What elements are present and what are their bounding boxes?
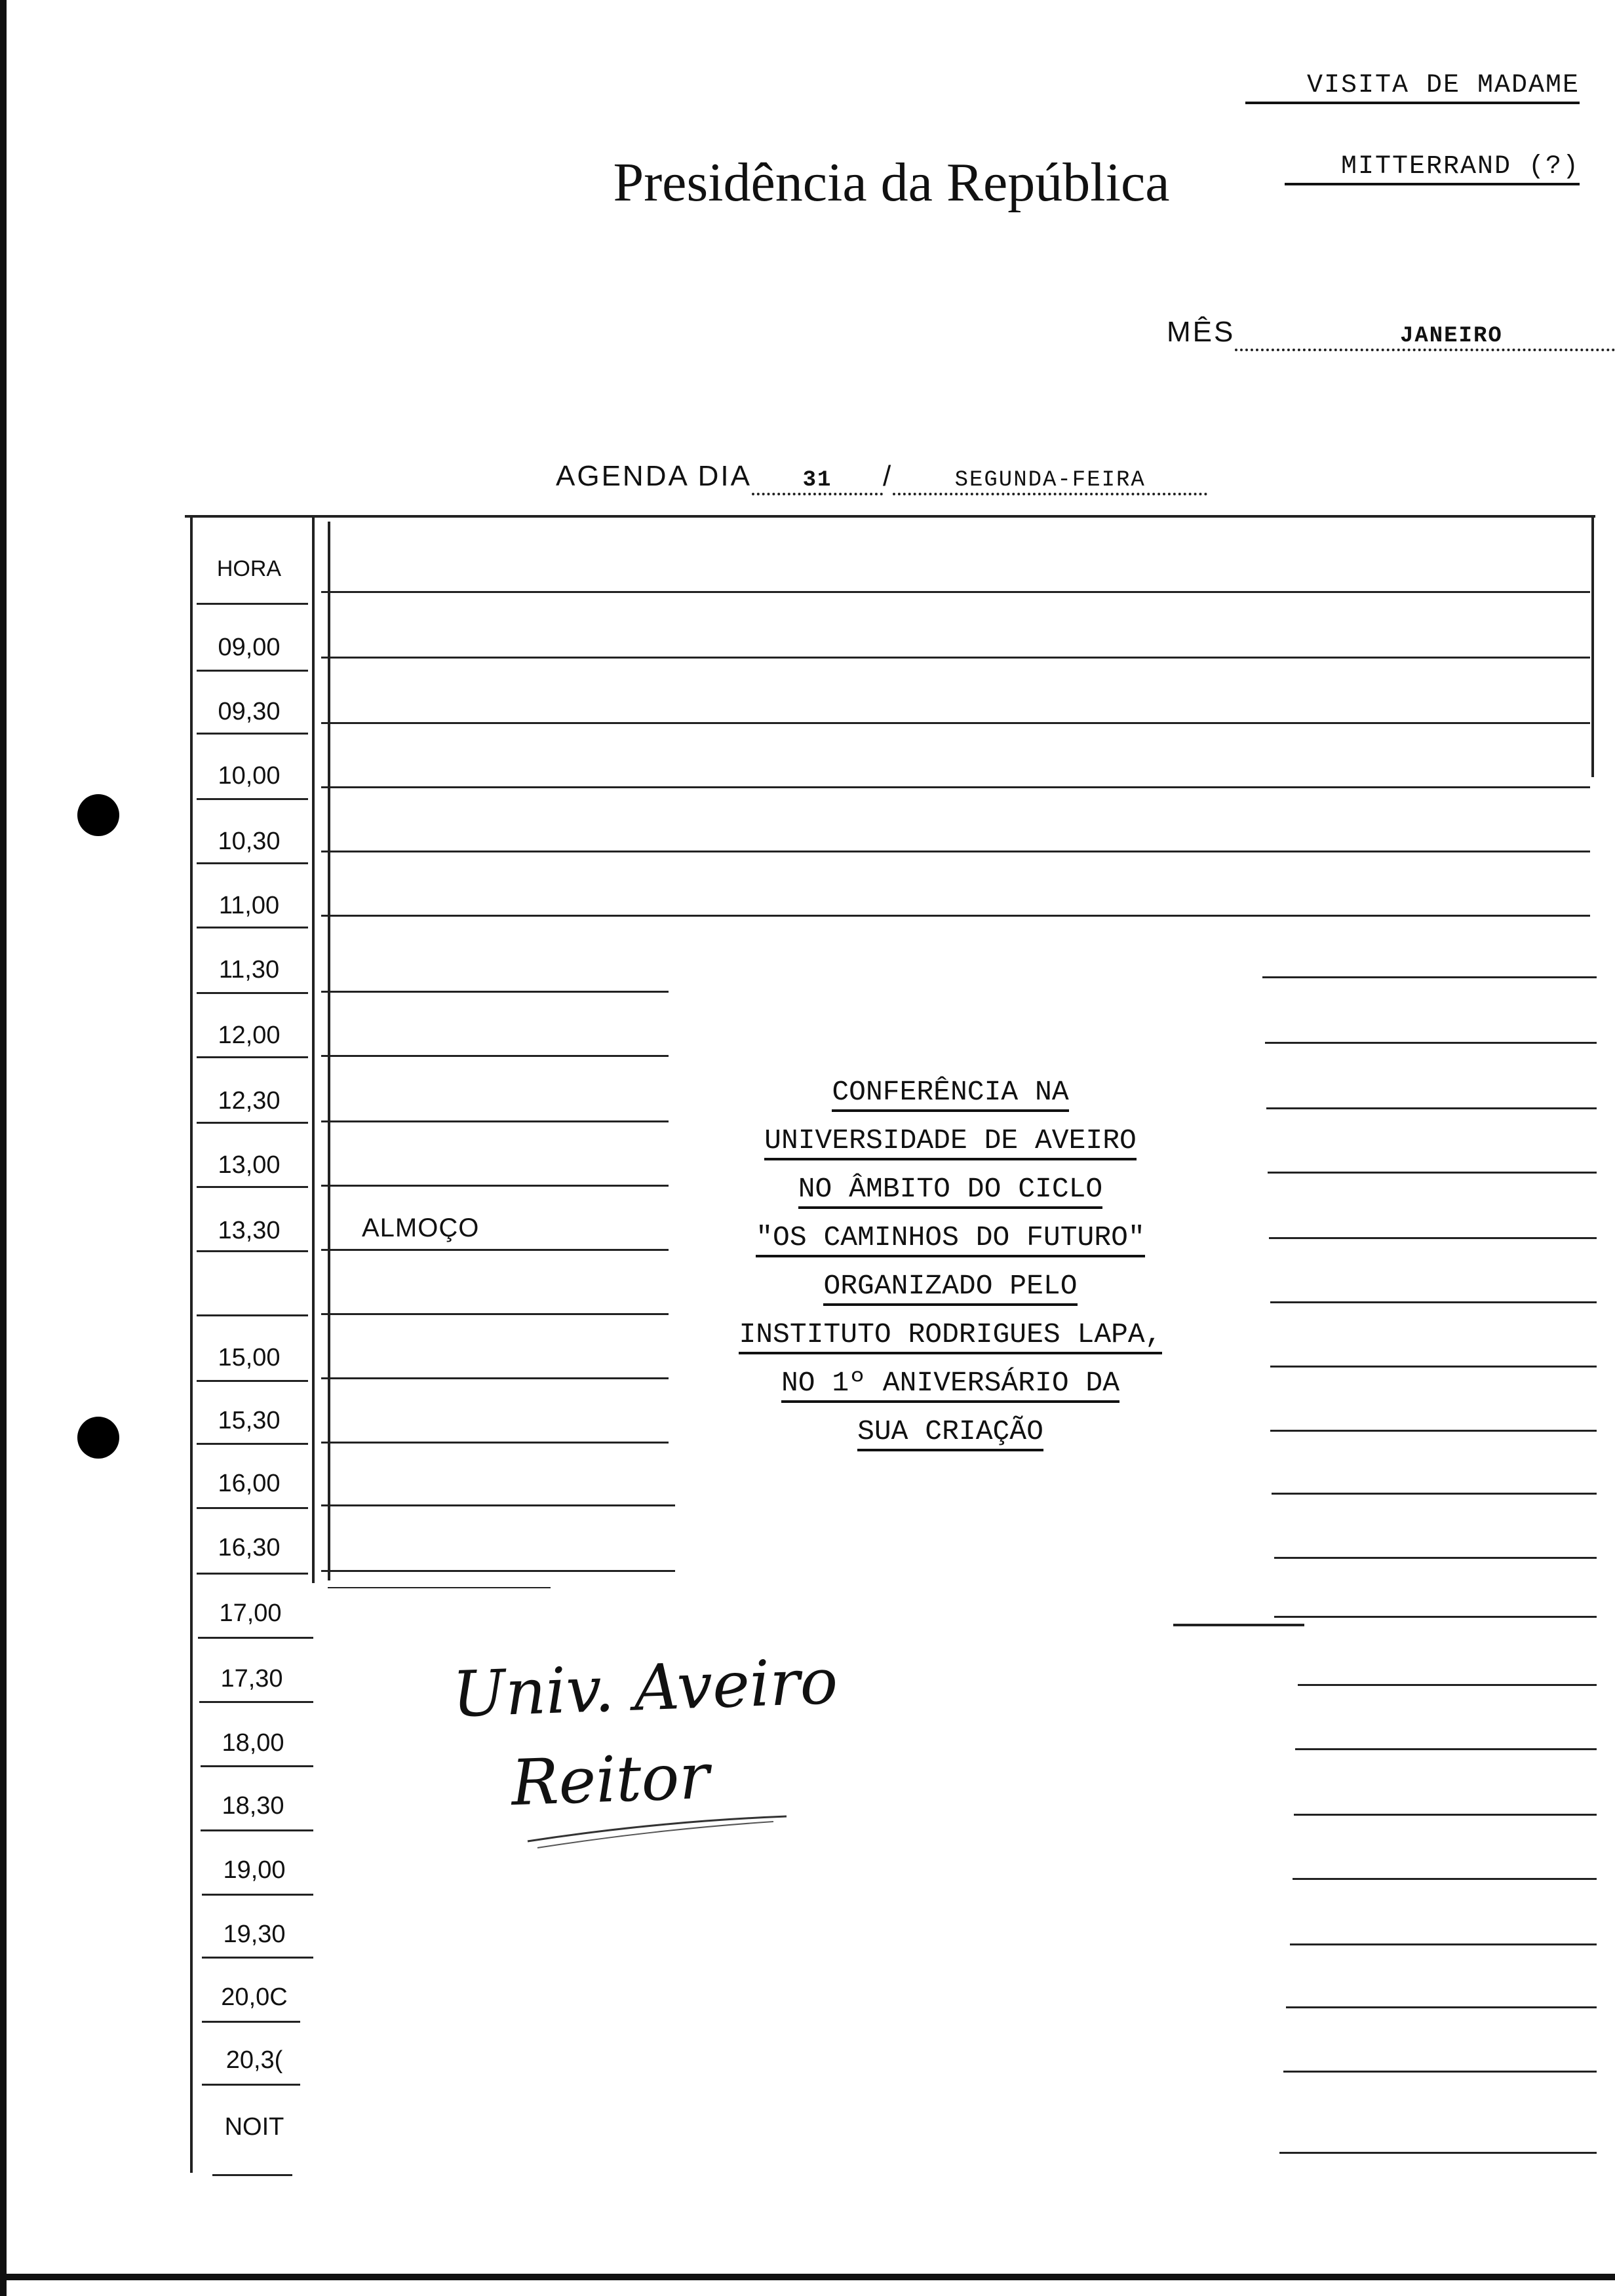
hour-label-1830: 18,30	[222, 1792, 284, 1820]
entry-row-line	[321, 657, 1590, 659]
conference-line: "OS CAMINHOS DO FUTURO"	[688, 1214, 1213, 1262]
conference-entry	[688, 1068, 1213, 1456]
hour-row-line	[197, 862, 308, 864]
entry-row-line-right	[1269, 1237, 1597, 1239]
hour-row-line	[197, 670, 308, 672]
hour-label-1800: 18,00	[222, 1729, 284, 1757]
conference-line: SUA CRIAÇÃO	[688, 1407, 1213, 1456]
hour-row-line	[197, 927, 308, 928]
hour-label-1630: 16,30	[218, 1534, 281, 1561]
entry-row-line-right	[1270, 1366, 1597, 1368]
grid-bottom-line	[212, 2174, 292, 2176]
hour-row-line	[197, 733, 308, 735]
entry-column-divider	[328, 522, 330, 1580]
hour-row-line	[197, 1314, 308, 1316]
hour-row-line	[197, 1573, 308, 1575]
entry-row-line	[321, 851, 1590, 852]
conference-line: NO ÂMBITO DO CICLO	[688, 1165, 1213, 1214]
hour-row-line	[197, 1443, 308, 1445]
hour-row-line	[197, 798, 308, 800]
entry-row-line	[321, 1442, 669, 1444]
hour-row-line	[202, 1894, 313, 1896]
hour-label-0900: 09,00	[218, 634, 281, 661]
conference-line: INSTITUTO RODRIGUES LAPA,	[688, 1311, 1213, 1359]
hour-label-1730: 17,30	[220, 1665, 283, 1693]
entry-row-line-right	[1265, 1042, 1597, 1044]
hour-row-line	[202, 2084, 300, 2086]
entry-row-line-right	[1270, 1430, 1597, 1432]
grid-left-border	[190, 515, 193, 2173]
hour-label-1300: 13,00	[218, 1151, 281, 1179]
day-separator: /	[882, 460, 893, 492]
entry-row-line	[321, 915, 1590, 917]
agenda-day-label: AGENDA DIA	[556, 460, 752, 492]
hour-label-1700: 17,00	[219, 1599, 282, 1627]
entry-row-line	[321, 1120, 669, 1122]
month-value: JANEIRO	[1399, 324, 1503, 349]
hour-row-line	[197, 603, 308, 605]
hour-label-1130: 11,30	[218, 956, 280, 984]
entry-row-line	[321, 1185, 669, 1187]
conference-line: NO 1º ANIVERSÁRIO DA	[688, 1359, 1213, 1407]
entry-row-line-right	[1293, 1878, 1597, 1880]
hour-row-line	[198, 1637, 313, 1639]
hour-label-2030: 20,3(	[225, 2046, 283, 2074]
day-value: 31	[802, 468, 832, 493]
hour-row-line	[197, 1056, 308, 1058]
hour-row-line	[202, 2021, 300, 2023]
entry-row-line-right	[1272, 1493, 1597, 1495]
entry-row-line	[321, 1313, 669, 1315]
entry-row-line	[321, 722, 1590, 724]
hour-label-1900: 19,00	[223, 1856, 286, 1884]
handwritten-underline	[524, 1802, 800, 1854]
conference-line: UNIVERSIDADE DE AVEIRO	[688, 1117, 1213, 1165]
hour-label-1930: 19,30	[223, 1921, 286, 1948]
grid-right-border	[1591, 515, 1594, 777]
grid-top-border	[185, 515, 1595, 518]
hour-label-1500: 15,00	[218, 1344, 281, 1371]
visit-note-line1: VISITA DE MADAME	[1245, 71, 1580, 104]
conference-line: ORGANIZADO PELO	[688, 1262, 1213, 1311]
entry-row-line	[321, 1504, 675, 1506]
entry-row-line-right	[1294, 1814, 1597, 1816]
entry-row-line-right	[1262, 976, 1597, 978]
handwritten-note-line2: Reitor	[510, 1739, 710, 1820]
entry-row-line	[321, 1570, 675, 1572]
entry-row-line-right	[1279, 2152, 1597, 2154]
hour-row-line	[201, 1765, 313, 1767]
hour-label-1200: 12,00	[218, 1022, 281, 1049]
hour-label-1030: 10,30	[218, 828, 281, 855]
hour-label-2000: 20,0C	[221, 1983, 288, 2011]
entry-row-line-right	[1283, 2071, 1597, 2073]
lunch-entry: ALMOÇO	[362, 1214, 480, 1242]
hour-label-1230: 12,30	[218, 1087, 281, 1115]
hour-row-line	[197, 1186, 308, 1188]
hour-label-1530: 15,30	[218, 1407, 281, 1434]
hour-row-line	[201, 1829, 313, 1831]
hour-column-header: HORA	[216, 556, 282, 581]
hour-label-noite: NOIT	[224, 2113, 284, 2141]
entry-row-line-right	[1286, 2006, 1597, 2008]
entry-row-line-right	[1298, 1684, 1597, 1686]
entry-row-line-right	[1295, 1748, 1597, 1750]
hour-label-1100: 11,00	[218, 892, 280, 919]
hour-row-line	[197, 1250, 308, 1252]
weekday-value: SEGUNDA-FEIRA	[954, 468, 1146, 493]
handwritten-note-line1: Univ. Aveiro	[451, 1644, 839, 1732]
hour-row-line	[197, 992, 308, 994]
entry-row-line	[321, 591, 1590, 593]
conference-line: CONFERÊNCIA NA	[688, 1068, 1213, 1117]
entry-row-line-right	[1274, 1616, 1597, 1618]
entry-row-line	[321, 786, 1590, 788]
entry-row-line-right	[1270, 1301, 1597, 1303]
entry-row-line	[321, 1249, 669, 1251]
hour-row-line	[202, 1957, 313, 1959]
hour-label-0930: 09,30	[218, 698, 281, 725]
hour-row-line	[197, 1122, 308, 1124]
entry-row-line-mid	[1173, 1624, 1304, 1626]
entry-row-line-right	[1274, 1557, 1597, 1559]
hour-column-divider	[312, 515, 315, 1583]
hour-row-line	[197, 1507, 308, 1509]
month-label: MÊS	[1167, 316, 1236, 348]
entry-row-line-right	[1290, 1943, 1597, 1945]
entry-row-line	[321, 1377, 669, 1379]
entry-row-line-right	[1268, 1172, 1597, 1174]
page-title: Presidência da República	[613, 152, 1170, 213]
hour-label-1600: 16,00	[218, 1470, 281, 1497]
entry-row-line	[321, 1055, 669, 1057]
hour-label-1000: 10,00	[218, 762, 281, 790]
hour-row-line	[197, 1380, 308, 1382]
hour-label-1330: 13,30	[218, 1217, 281, 1244]
faint-row-line	[328, 1587, 551, 1588]
entry-row-line-right	[1266, 1107, 1597, 1109]
visit-note-line2: MITTERRAND (?)	[1285, 152, 1580, 185]
hour-row-line	[199, 1701, 313, 1703]
entry-row-line	[321, 991, 669, 993]
